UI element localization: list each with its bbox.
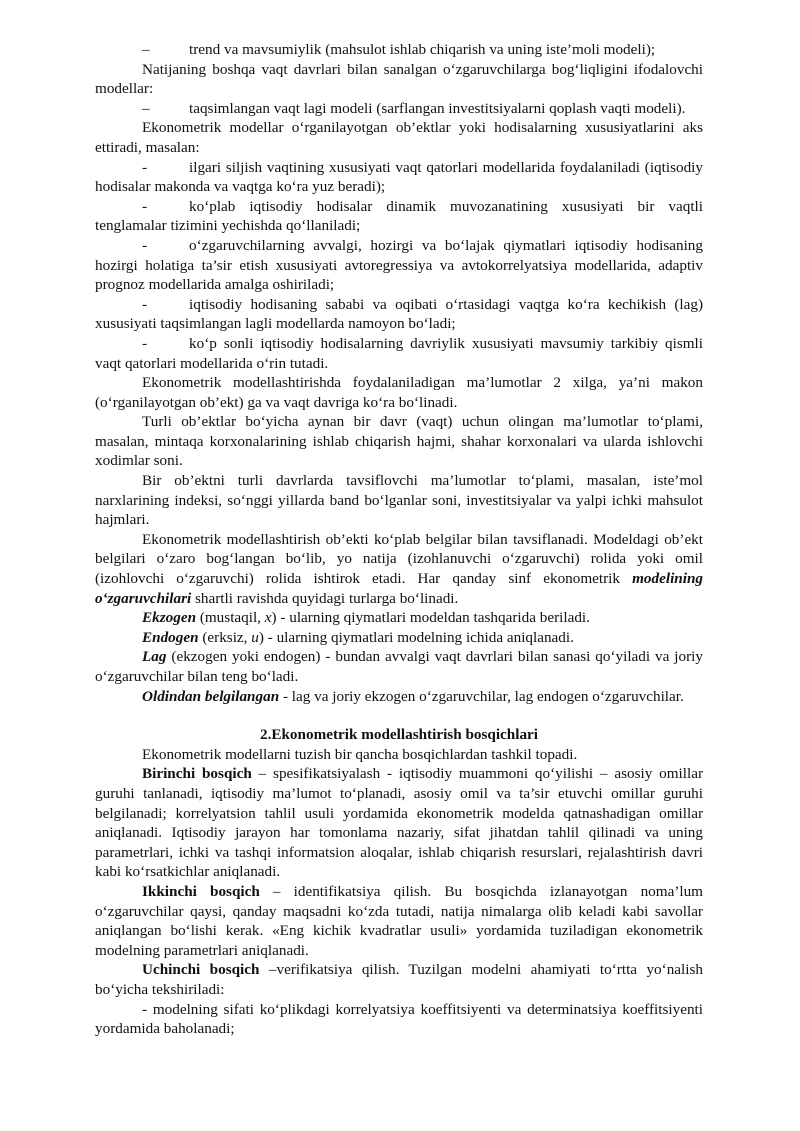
list-item-text: ko‘plab iqtisodiy hodisalar dinamik muvozanatining xususiyati bir vaqtli tenglamalar tizimini yechishda qo‘llaniladi;: [95, 197, 703, 235]
paragraph: - modelning sifati ko‘plikdagi korrelyatsiya koeffitsiyenti va determinatsiya koeffitsiyenti yordamida baholanadi;: [95, 1000, 703, 1038]
document-page: [95, 40, 703, 1039]
stage-label: Uchinchi bosqich: [142, 961, 260, 979]
stage-text: –verifikatsiya qilish. Tuzilgan modelni ahamiyati to‘rtta yo‘nalish bo‘yicha tekshiriladi:: [95, 961, 703, 998]
list-dash: -: [142, 334, 148, 352]
term-label: Lag: [142, 648, 167, 666]
paragraph: Ekonometrik modellar o‘rganilayotgan ob’ektlar yoki hodisalarning xususiyatlarini aks ettiradi, masalan:: [95, 119, 703, 156]
stage-label: Birinchi bosqich: [142, 765, 252, 783]
stage-text: – identifikatsiya qilish. Bu bosqichda izlanayotgan noma’lum o‘zgaruvchilar qaysi, qanday maqsadni ko‘zda tutadi, natija nimalarga olib keladi kabi savollar aniqlangan bo‘lishi kerak. «Eng kichik kvadratlar usuli» yordamida tuziladigan ekonometrik modelning parametrlari aniqlanadi.: [95, 882, 703, 959]
list-item-text: taqsimlangan vaqt lagi modeli (sarflangan investitsiyalarni qoplash vaqti modeli).: [189, 99, 686, 117]
definition-text: (mustaqil,: [196, 609, 265, 627]
list-item: [95, 334, 703, 373]
term-label: Oldindan belgilangan: [142, 687, 280, 705]
list-dash: -: [142, 236, 148, 254]
paragraph: Turli ob’ektlar bo‘yicha aynan bir davr (vaqt) uchun olingan ma’lumotlar to‘plami, masalan, mintaqa korxonalarining ishlab chiqarish hajmi, shahar korxonalari va ularda ishlovchi xodimlar soni.: [95, 413, 703, 470]
definition-text: (erksiz,: [198, 628, 252, 646]
definition-endogenous: [95, 628, 703, 648]
list-item: [95, 236, 703, 295]
variable-symbol: u: [251, 628, 259, 646]
paragraph: Bir ob’ektni turli davrlarda tavsiflovchi ma’lumotlar to‘plami, masalan, iste’mol narxlarining indeksi, so‘nggi yillarda band bo‘lganlar soni, investitsiyalar va yalpi ichki mahsulot hajmlari.: [95, 472, 703, 529]
list-dash: –: [142, 99, 150, 117]
definition-text: - lag va joriy ekzogen o‘zgaruvchilar, lag endogen o‘zgaruvchilar.: [279, 687, 684, 705]
list-item: [95, 99, 703, 119]
term-label: Ekzogen: [142, 609, 197, 627]
list-item-text: iqtisodiy hodisaning sababi va oqibati o‘rtasidagi vaqtga ko‘ra kechikish (lag) xususiyati taqsimlangan lagli modellarda namoyon bo‘ladi;: [95, 295, 703, 333]
variable-symbol: x: [264, 609, 272, 627]
section-heading: 2.Ekonometrik modellashtirish bosqichlari: [259, 726, 539, 744]
definition-text: ) - ularning qiymatlari modeldan tashqarida beriladi.: [271, 609, 590, 627]
paragraph: Natijaning boshqa vaqt davrlari bilan sanalgan o‘zgaruvchilarga bog‘liqligini ifodalovchi modellar:: [95, 60, 703, 98]
stage-text: – spesifikatsiyalash - iqtisodiy muammoni qo‘yilishi – asosiy omillar guruhi tanlanadi, iqtisodiy ma’lumot to‘planadi, asosiy omil va ta’sir etuvchi omillar guruhi belgilanadi; korrelyatsion tahlil usuli yordamida ekonometrik modelda qatnashadigan omillar aniqlanadi. Iqtisodiy jarayon har tomonlama nazariy, sifat jihatdan tahlil qilinadi va uning parametrlari, ichki va tashqi informatsion aloqalar, ishlab chiqarish resurslari, rejalashtirish davri kabi ko‘rsatkichlar aniqlanadi.: [95, 765, 704, 881]
emphasis-term: modelining o‘zgaruvchilari: [95, 570, 703, 607]
list-item: [95, 158, 703, 197]
definition-text: (ekzogen yoki endogen) - bundan avvalgi vaqt davrlari bilan sanasi qo‘yiladi va joriy o‘zgaruvchilar bilan teng bo‘ladi.: [95, 648, 703, 685]
paragraph: [95, 530, 703, 608]
list-item-text: trend va mavsumiylik (mahsulot ishlab chiqarish va uning iste’moli modeli);: [189, 41, 656, 58]
definition-predetermined: [95, 687, 703, 707]
list-item: [95, 40, 703, 60]
list-item: [95, 197, 703, 236]
paragraph-text: shartli ravishda quyidagi turlarga bo‘linadi.: [191, 589, 459, 607]
paragraph-text: Ekonometrik modellashtirish ob’ekti ko‘plab belgilar bilan tavsiflanadi. Modeldagi ob’ekt belgilari o‘zaro bog‘langan bo‘lib, yo natija (izohlanuvchi o‘zgaruvchi) rolida yoki omil (izohlovchi o‘zgaruvchi) rolida ishtirok etadi. Har qanday sinf ekonometrik: [95, 530, 703, 588]
definition-exogenous: [95, 608, 703, 628]
stage-label: Ikkinchi bosqich: [142, 882, 260, 900]
stage-first: [95, 764, 703, 882]
list-item-text: ilgari siljish vaqtining xususiyati vaqt qatorlari modellarida foydalaniladi (iqtisodiy hodisalar makonda va vaqtga ko‘ra yuz beradi);: [95, 158, 703, 196]
list-item-text: o‘zgaruvchilarning avvalgi, hozirgi va bo‘lajak qiymatlari iqtisodiy hodisaning hozirgi holatiga ta’sir etish xususiyati avtoregressiya va avtokorrelyatsiya modellarida, adaptiv prognoz modellarida amalga oshiriladi;: [95, 236, 703, 294]
paragraph: Ekonometrik modellarni tuzish bir qancha bosqichlardan tashkil topadi.: [142, 745, 578, 763]
list-dash: -: [142, 197, 148, 215]
stage-third: [95, 960, 703, 999]
stage-second: [95, 882, 703, 960]
list-item-text: ko‘p sonli iqtisodiy hodisalarning davriylik xususiyati mavsumiy tarkibiy qismli vaqt qatorlari modellarida o‘rin tutadi.: [95, 334, 703, 372]
term-label: Endogen: [142, 628, 199, 646]
definition-lag: [95, 647, 703, 686]
list-dash: -: [142, 158, 148, 176]
list-dash: -: [142, 295, 148, 313]
paragraph: Ekonometrik modellashtirishda foydalaniladigan ma’lumotlar 2 xilga, ya’ni makon (o‘rganilayotgan ob’ekt) ga va vaqt davriga ko‘ra bo‘linadi.: [95, 374, 703, 411]
definition-text: ) - ularning qiymatlari modelning ichida aniqlanadi.: [258, 628, 574, 646]
list-dash: –: [142, 41, 150, 58]
list-item: [95, 295, 703, 334]
